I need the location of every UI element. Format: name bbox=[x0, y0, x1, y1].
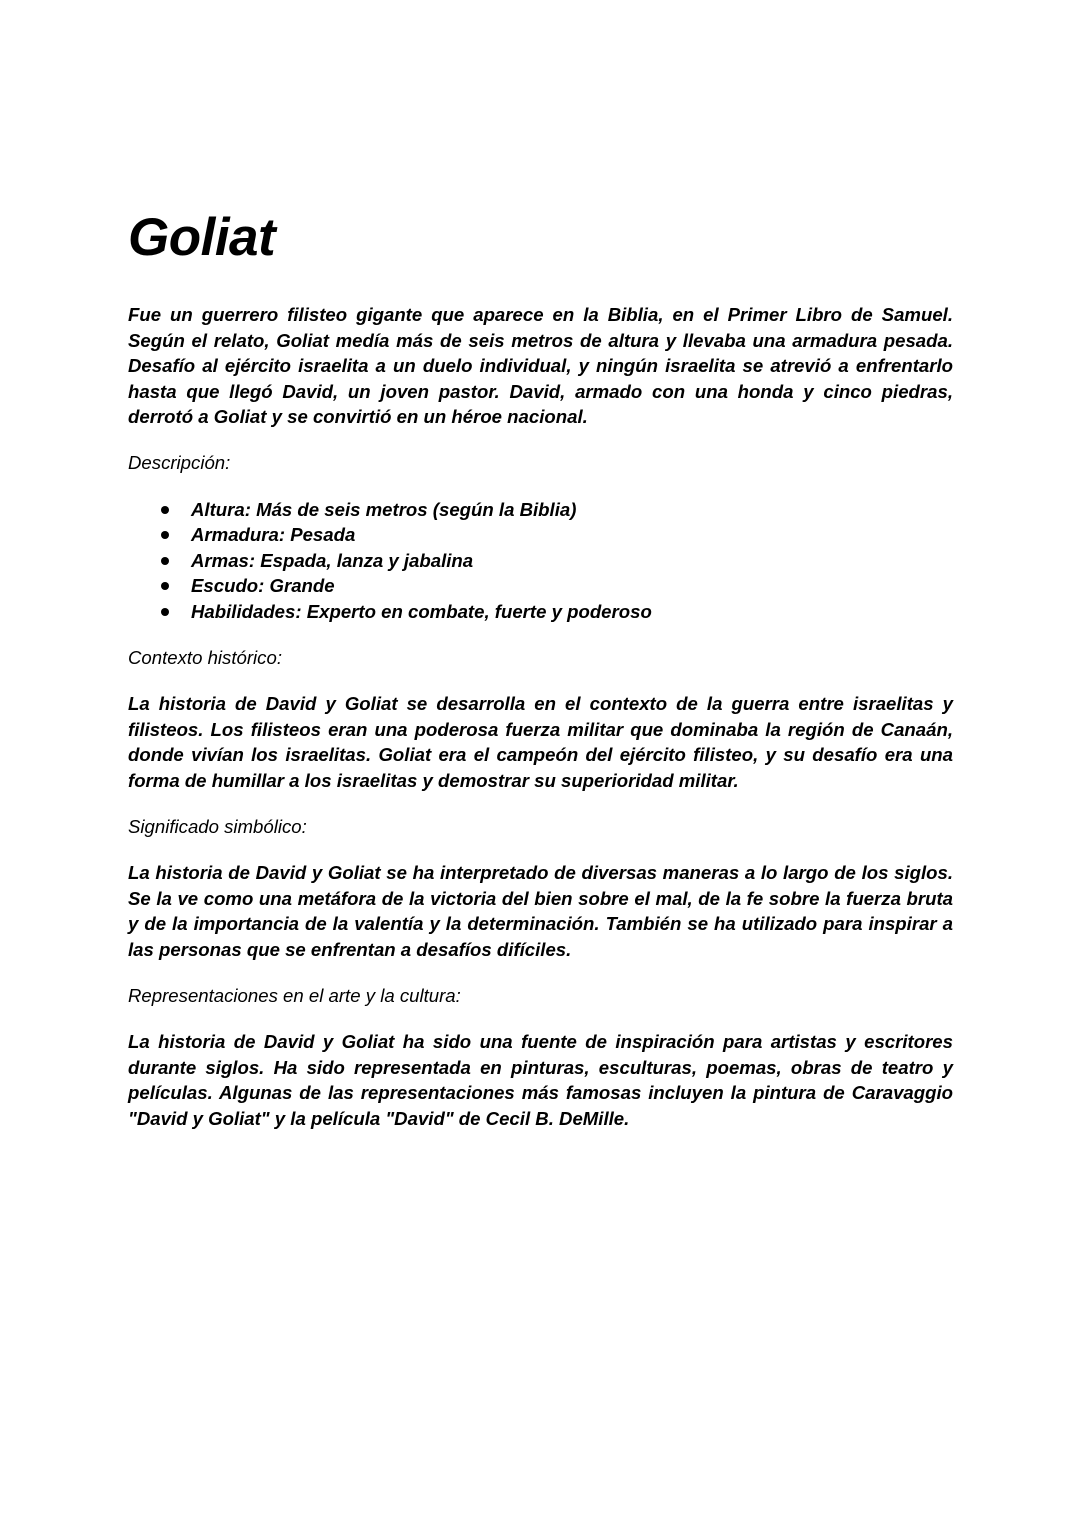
spacer bbox=[128, 794, 953, 815]
spacer bbox=[128, 671, 953, 692]
document-body bbox=[128, 302, 953, 1131]
list-item bbox=[128, 599, 953, 625]
spacer bbox=[128, 962, 953, 983]
bullet-icon bbox=[161, 506, 169, 514]
bullet-icon bbox=[161, 531, 169, 539]
historical-context-heading: Contexto histórico: bbox=[128, 647, 282, 669]
list-item-text: Armadura: Pesada bbox=[191, 524, 356, 546]
page-title: Goliat bbox=[128, 208, 276, 267]
list-item bbox=[128, 522, 953, 548]
list-item-text: Escudo: Grande bbox=[191, 575, 335, 597]
list-item bbox=[128, 573, 953, 599]
bullet-icon bbox=[161, 557, 169, 565]
spacer bbox=[128, 840, 953, 861]
list-item bbox=[128, 497, 953, 523]
list-item-text: Armas: Espada, lanza y jabalina bbox=[191, 549, 474, 571]
list-item-text: Altura: Más de seis metros (según la Biblia) bbox=[191, 498, 577, 520]
list-item-text: Habilidades: Experto en combate, fuerte y poderoso bbox=[191, 600, 652, 622]
art-culture-heading: Representaciones en el arte y la cultura: bbox=[128, 984, 461, 1006]
spacer bbox=[128, 430, 953, 451]
spacer bbox=[128, 476, 953, 497]
symbolic-meaning-heading: Significado simbólico: bbox=[128, 816, 307, 837]
spacer bbox=[128, 1009, 953, 1030]
intro-paragraph: Fue un guerrero filisteo gigante que aparece en la Biblia, en el Primer Libro de Samuel. Según el relato, Goliat medía más de seis metros de altura y llevaba una armadura pesada. Desafío al ejército israelita a un duelo individual, y ningún israelita se atrevió a enfrentarlo hasta que llegó David, un joven pastor. David, armado con una honda y cinco piedras, derrotó a Goliat y se convirtió en un héroe nacional. bbox=[128, 304, 953, 428]
bullet-icon bbox=[161, 582, 169, 590]
description-list bbox=[128, 497, 953, 625]
art-culture-paragraph: La historia de David y Goliat ha sido una fuente de inspiración para artistas y escritores durante siglos. Ha sido representada en pinturas, esculturas, poemas, obras de teatro y películas. Algunas de las representaciones más famosas incluyen la pintura de Caravaggio "David y Goliat" y la película "David" de Cecil B. DeMille. bbox=[128, 1031, 953, 1129]
symbolic-meaning-paragraph: La historia de David y Goliat se ha interpretado de diversas maneras a lo largo de los siglos. Se la ve como una metáfora de la victoria del bien sobre el mal, de la fe sobre la fuerza bruta y de la importancia de la valentía y la determinación. También se ha utilizado para inspirar a las personas que se enfrentan a desafíos difíciles. bbox=[128, 862, 953, 960]
historical-context-paragraph: La historia de David y Goliat se desarrolla en el contexto de la guerra entre israelitas y filisteos. Los filisteos eran una poderosa fuerza militar que dominaba la región de Canaán, donde vivían los israelitas. Goliat era el campeón del ejército filisteo, y su desafío era una forma de humillar a los israelitas y demostrar su superioridad militar. bbox=[128, 693, 953, 791]
bullet-icon bbox=[161, 608, 169, 616]
description-heading: Descripción: bbox=[128, 452, 231, 474]
list-item bbox=[128, 548, 953, 574]
spacer bbox=[128, 625, 953, 646]
